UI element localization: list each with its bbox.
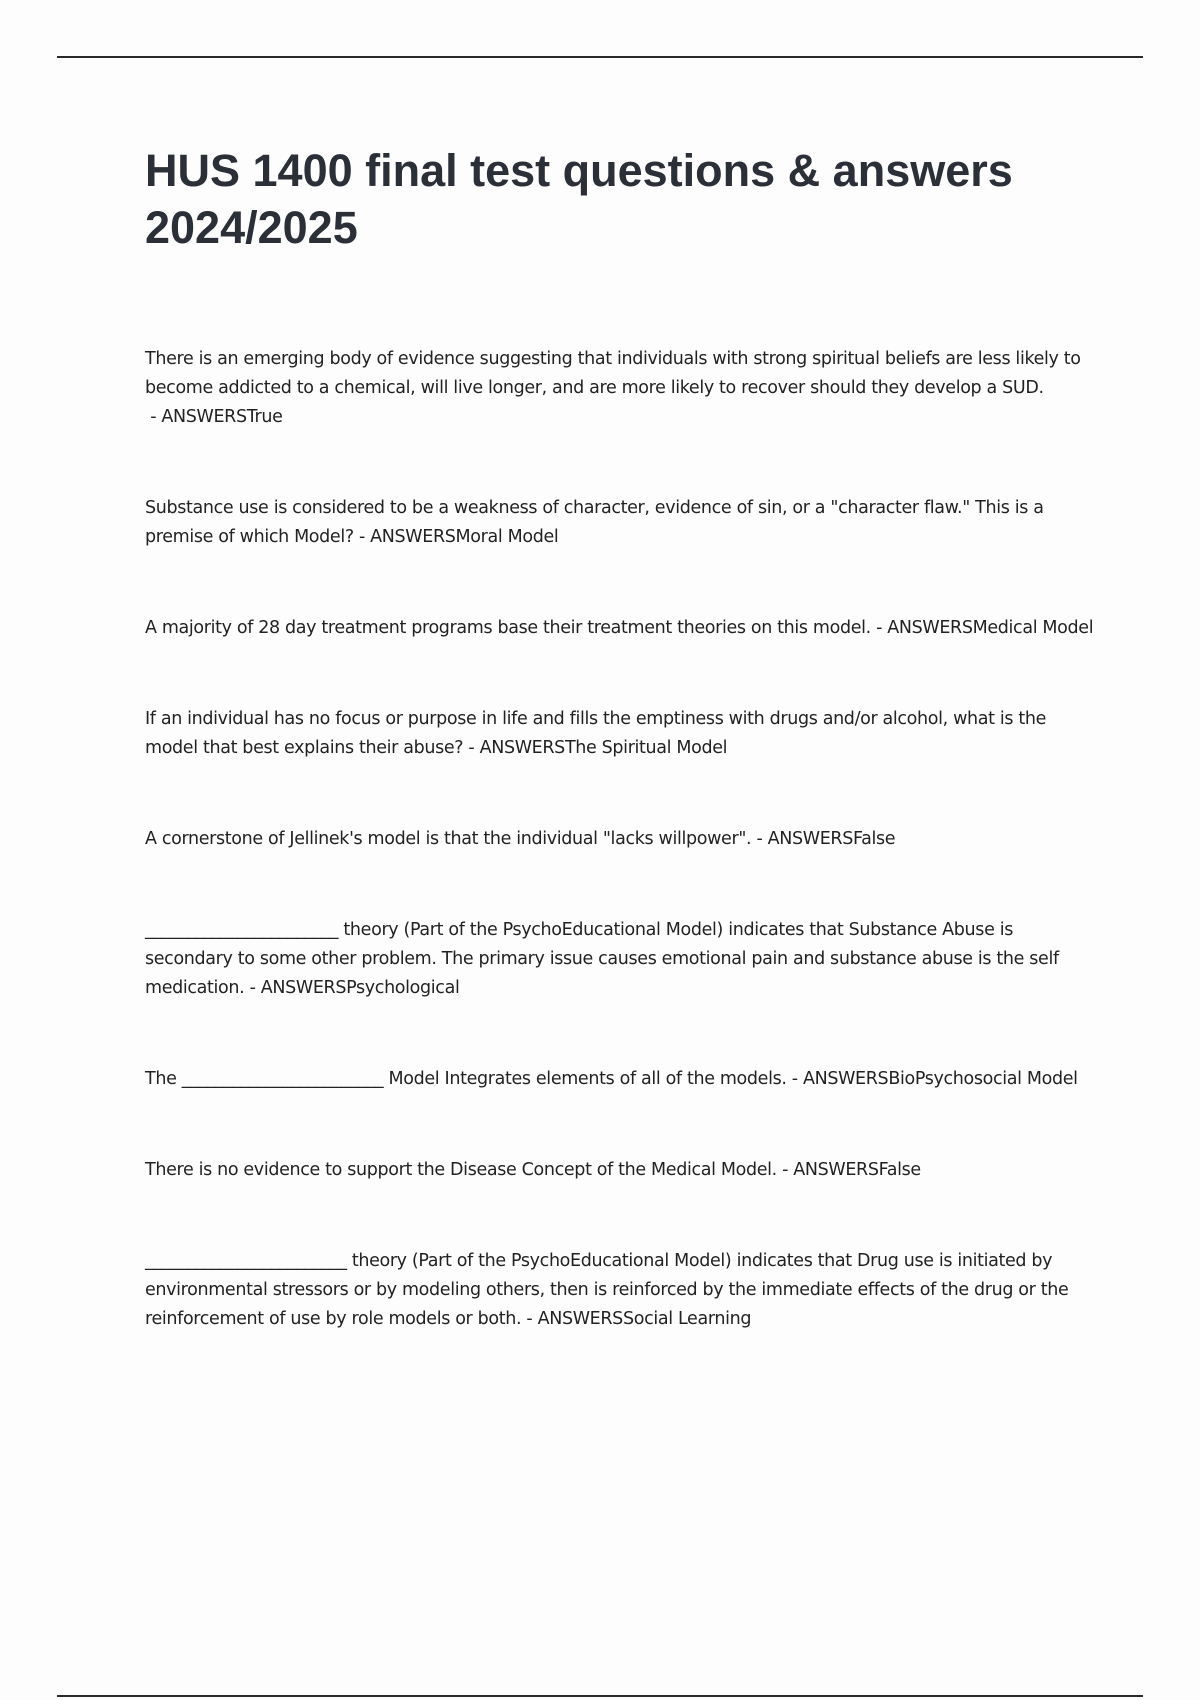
qa-item [145,614,1095,643]
answer-text: False [878,1160,921,1180]
qa-item [145,494,1095,552]
answer-marker: - ANSWERS [870,618,973,638]
answer-text: Psychological [346,978,460,998]
answer-text: False [852,829,896,849]
question-text: The ________________________ Model Integrates elements of all of the models. [145,1069,787,1089]
answer-text: True [246,407,283,427]
qa-item [145,916,1095,1003]
answer-marker: - ANSWERS [244,978,347,998]
question-text: ________________________ theory (Part of the PsychoEducational Model) indicates that Drug use is initiated by environmental stressors or by modeling others, then is reinforced by the immediate effects of the drug or the reinforcement of use by role models or both. [145,1251,1069,1329]
answer-marker: - ANSWERS [463,738,565,758]
answer-text: Moral Model [455,527,559,547]
answer-marker: - ANSWERS [751,829,853,849]
answer-text: BioPsychosocial Model [888,1069,1078,1089]
qa-item [145,705,1095,763]
document-title: HUS 1400 final test questions & answers 2024/2025 [145,145,1013,253]
answer-marker: - ANSWERS [521,1309,623,1329]
question-text: There is an emerging body of evidence suggesting that individuals with strong spiritual beliefs are less likely to become addicted to a chemical, will live longer, and are more likely to recover should they develop a SUD. [145,349,1081,398]
qa-item [145,1247,1095,1334]
answer-text: Social Learning [622,1309,752,1329]
answer-marker: - ANSWERS [145,407,247,427]
qa-item [145,345,1095,432]
question-text: A cornerstone of Jellinek's model is that the individual "lacks willpower". [145,829,752,849]
qa-item [145,825,1095,854]
answer-marker: - ANSWERS [776,1160,879,1180]
question-text: A majority of 28 day treatment programs base their treatment theories on this model. [145,618,871,638]
qa-item [145,1156,1095,1185]
question-text: If an individual has no focus or purpose in life and fills the emptiness with drugs and/or alcohol, what is the model that best explains their abuse? [145,709,1047,758]
top-divider [57,56,1143,58]
question-text: There is no evidence to support the Disease Concept of the Medical Model. [145,1160,777,1180]
answer-text: The Spiritual Model [564,738,728,758]
answer-marker: - ANSWERS [353,527,456,547]
question-text: Substance use is considered to be a weakness of character, evidence of sin, or a "character flaw." This is a premise of which Model? [145,498,1044,547]
bottom-divider [57,1695,1143,1697]
answer-text: Medical Model [972,618,1094,638]
qa-list [145,345,1095,1334]
answer-marker: - ANSWERS [786,1069,889,1089]
qa-item [145,1065,1095,1094]
question-text: _______________________ theory (Part of the PsychoEducational Model) indicates that Substance Abuse is secondary to some other problem. The primary issue causes emotional pain and substance abuse is the self medication. [145,920,1059,998]
